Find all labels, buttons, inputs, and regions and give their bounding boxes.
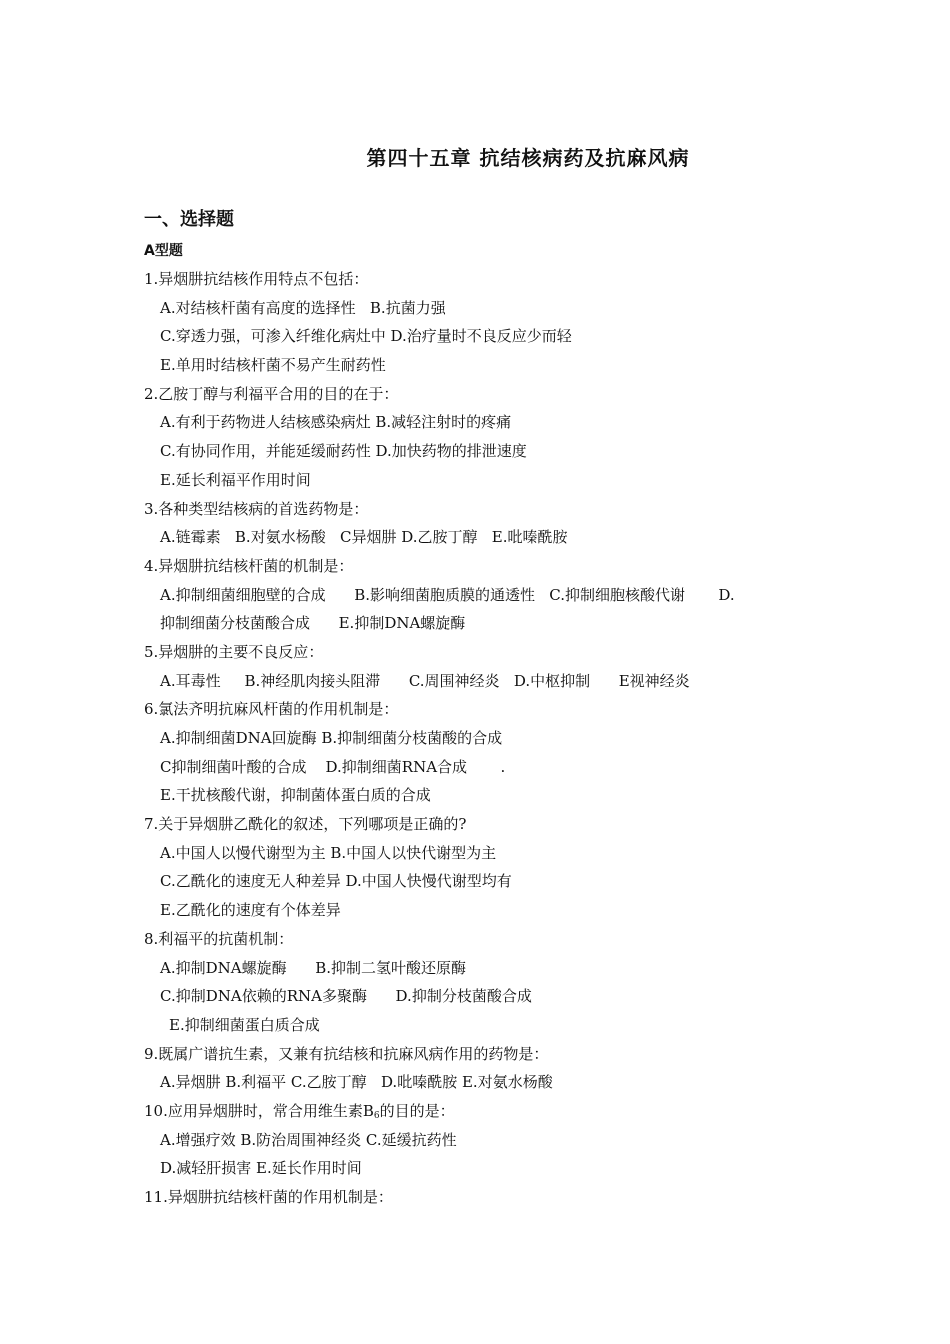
question-1-options-cd: C.穿透力强，可渗入纤维化病灶中 D.治疗量时不良反应少而轻 [160,327,572,346]
question-5-options: A.耳毒性 B.神经肌肉接头阻滞 C.周围神经炎 D.中枢抑制 E视神经炎 [160,671,690,690]
question-7-options-cd: C.乙酰化的速度无人种差异 D.中国人快慢代谢型均有 [160,872,512,891]
question-8-options-cd: C.抑制DNA依赖的RNA多聚酶 D.抑制分枝菌酸合成 [160,987,532,1006]
question-10-options-abc: A.增强疗效 B.防治周围神经炎 C.延缓抗药性 [160,1130,457,1149]
question-4-options-line-1: A.抑制细菌细胞壁的合成 B.影响细菌胞质膜的通透性 C.抑制细胞核酸代谢 D. [160,585,735,604]
question-3-options: A.链霉素 B.对氨水杨酸 C异烟肼 D.乙胺丁醇 E.吡嗪酰胺 [160,528,568,547]
question-1: 1.异烟肼抗结核作用特点不包括： [144,270,369,288]
question-4: 4.异烟肼抗结核杆菌的机制是： [144,556,354,575]
question-2-options-ab: A.有利于药物进人结核感染病灶 B.减轻注射时的疼痛 [160,413,512,432]
question-list [144,265,824,1212]
subsection-heading: A型题 [144,243,183,259]
section-heading: 一、选择题 [144,209,234,230]
vitamin-subscript: 6 [373,1110,380,1121]
question-8-options-ab: A.抑制DNA螺旋酶 B.抑制二氢叶酸还原酶 [160,958,466,977]
question-5: 5.异烟肼的主要不良反应： [144,642,324,661]
chapter-title: 第四十五章 抗结核病药及抗麻风病 [366,146,690,170]
question-6: 6.氯法齐明抗麻风杆菌的作用机制是： [144,700,399,719]
question-11: 11.异烟肼抗结核杆菌的作用机制是： [144,1188,393,1206]
question-10-options-de: D.减轻肝损害 E.延长作用时间 [160,1159,362,1178]
question-2-option-e: E.延长利福平作用时间 [160,470,311,489]
question-1-options-ab: A.对结核杆菌有高度的选择性 B.抗菌力强 [160,298,446,317]
question-7-option-e: E.乙酰化的速度有个体差异 [160,901,341,920]
question-7: 7.关于异烟肼乙酰化的叙述，下列哪项是正确的? [144,815,467,834]
question-6-options-cd: C抑制细菌叶酸的合成 D.抑制细菌RNA合成 . [160,757,506,776]
question-10-text-end: 的目的是： [379,1101,455,1120]
question-3: 3.各种类型结核病的首选药物是： [144,499,369,518]
question-9: 9.既属广谱抗生素，又兼有抗结核和抗麻风病作用的药物是： [144,1044,549,1063]
question-10 [144,1097,824,1126]
question-6-option-e: E.干扰核酸代谢，抑制菌体蛋白质的合成 [160,786,431,805]
question-9-options: A.异烟肼 B.利福平 C.乙胺丁醇 D.吡嗪酰胺 E.对氨水杨酸 [160,1073,553,1092]
question-2-options-cd: C.有协同作用，并能延缓耐药性 D.加快药物的排泄速度 [160,442,527,461]
question-2: 2.乙胺丁醇与利福平合用的目的在于： [144,384,399,403]
question-8-option-e: E.抑制细菌蛋白质合成 [169,1015,320,1034]
question-10-text-start: 10.应用异烟肼时，常合用维生素B [144,1101,374,1120]
question-4-options-line-2: 抑制细菌分枝菌酸合成 E.抑制DNA螺旋酶 [160,614,466,633]
question-1-option-e: E.单用时结核杆菌不易产生耐药性 [160,356,386,375]
question-6-options-ab: A.抑制细菌DNA回旋酶 B.抑制细菌分枝菌酸的合成 [160,729,503,747]
question-8: 8.利福平的抗菌机制： [144,929,294,948]
question-7-options-ab: A.中国人以慢代谢型为主 B.中国人以快代谢型为主 [160,843,497,862]
